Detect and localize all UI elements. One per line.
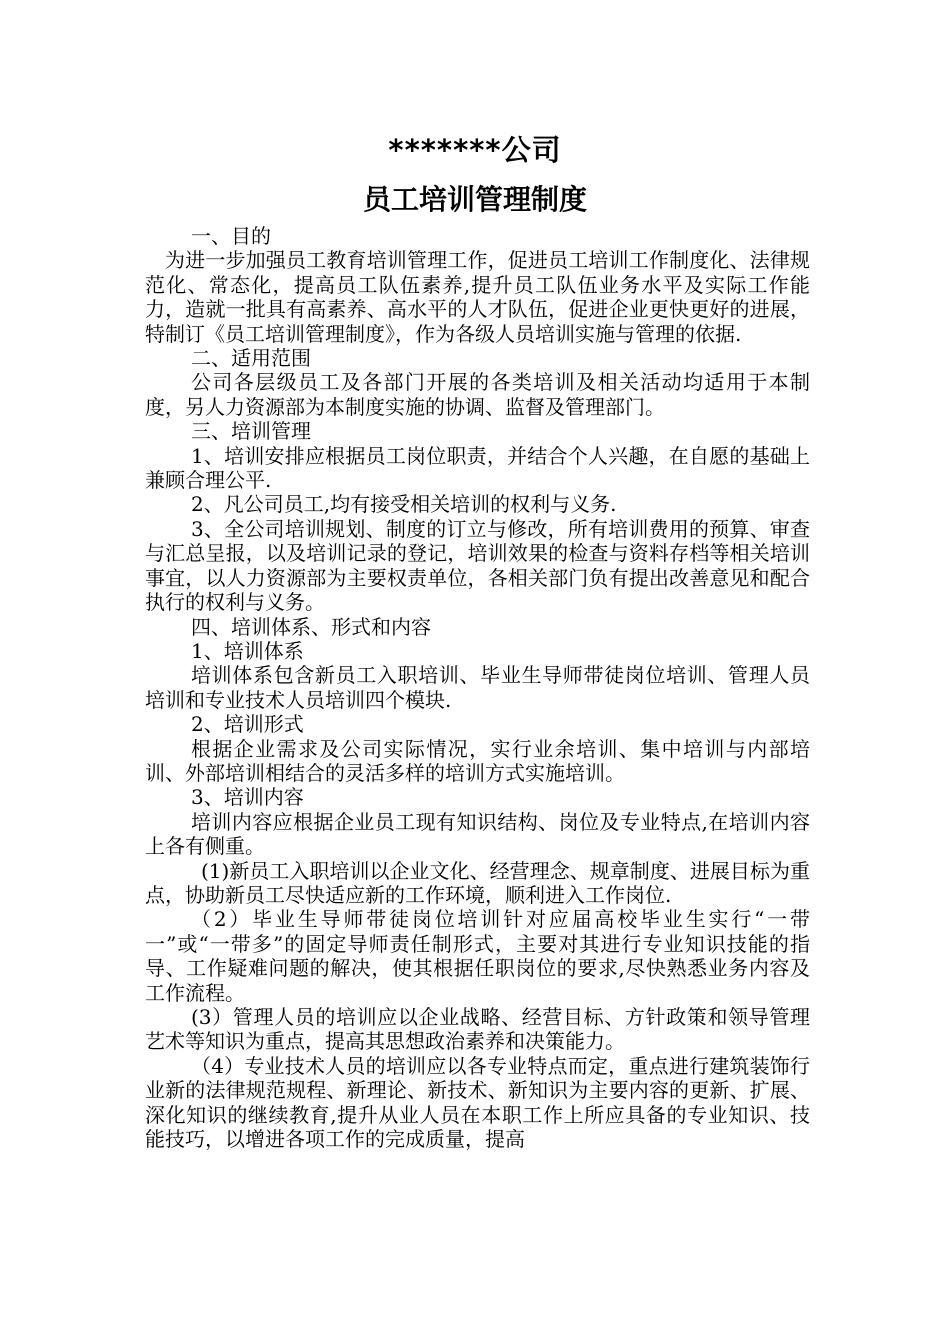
subheading-training-content: 3、培训内容	[191, 785, 304, 810]
document-title: 员工培训管理制度	[362, 183, 587, 216]
section-heading-scope: 二、适用范围	[191, 346, 311, 371]
company-name: *******公司	[388, 133, 562, 167]
paragraph-training-system: 培训体系包含新员工入职培训、毕业生导师带徒岗位培训、管理人员培训和专业技术人员培训四个模块.	[145, 663, 810, 712]
subheading-training-system: 1、培训体系	[191, 638, 304, 663]
paragraph-content-item-1: (1)新员工入职培训以企业文化、经营理念、规章制度、进展目标为重点，协助新员工尽快适应新的工作环境，顺利进入工作岗位.	[145, 858, 810, 907]
paragraph-scope: 公司各层级员工及各部门开展的各类培训及相关活动均适用于本制度，另人力资源部为本制度实施的协调、监督及管理部门。	[145, 370, 810, 419]
paragraph-training-content: 培训内容应根据企业员工现有知识结构、岗位及专业特点,在培训内容上各有侧重。	[145, 809, 810, 859]
document-body	[145, 224, 810, 1151]
paragraph-content-item-4: （4）专业技术人员的培训应以各专业特点而定，重点进行建筑装饰行业新的法律规范规程、新理论、新技术、新知识为主要内容的更新、扩展、深化知识的继续教育,提升从业人员在本职工作上所应具备的专业知识、技能技巧，以增进各项工作的完成质量，提高	[145, 1053, 810, 1152]
section-heading-system: 四、培训体系、形式和内容	[191, 614, 431, 639]
paragraph-training-form: 根据企业需求及公司实际情况，实行业余培训、集中培训与内部培训、外部培训相结合的灵活多样的培训方式实施培训。	[145, 736, 810, 785]
subheading-training-form: 2、培训形式	[191, 712, 304, 737]
title-block	[0, 125, 950, 225]
paragraph-management-2: 2、凡公司员工,均有接受相关培训的权利与义务.	[191, 492, 617, 517]
section-heading-purpose: 一、目的	[191, 224, 271, 248]
paragraph-management-3: 3、全公司培训规划、制度的订立与修改，所有培训费用的预算、审查与汇总呈报，以及培训记录的登记，培训效果的检查与资料存档等相关培训事宜，以人力资源部为主要权责单位，各相关部门负有提出改善意见和配合执行的权利与义务。	[145, 516, 810, 615]
paragraph-content-item-2: （2）毕业生导师带徒岗位培训针对应届高校毕业生实行“一带一”或“一带多”的固定导师责任制形式，主要对其进行专业知识技能的指导、工作疑难问题的解决，使其根据任职岗位的要求,尽快熟悉业务内容及工作流程。	[145, 907, 810, 1005]
paragraph-management-1: 1、培训安排应根据员工岗位职责，并结合个人兴趣，在自愿的基础上兼顾合理公平.	[145, 443, 810, 493]
section-heading-management: 三、培训管理	[191, 419, 311, 444]
paragraph-purpose: 为进一步加强员工教育培训管理工作，促进员工培训工作制度化、法律规范化、常态化，提高员工队伍素养,提升员工队伍业务水平及实际工作能力，造就一批具有高素养、高水平的人才队伍，促进企业更快更好的进展，特制订《员工培训管理制度》，作为各级人员培训实施与管理的依据.	[145, 248, 810, 346]
paragraph-content-item-3: (3）管理人员的培训应以企业战略、经营目标、方针政策和领导管理艺术等知识为重点，提高其思想政治素养和决策能力。	[145, 1005, 810, 1054]
